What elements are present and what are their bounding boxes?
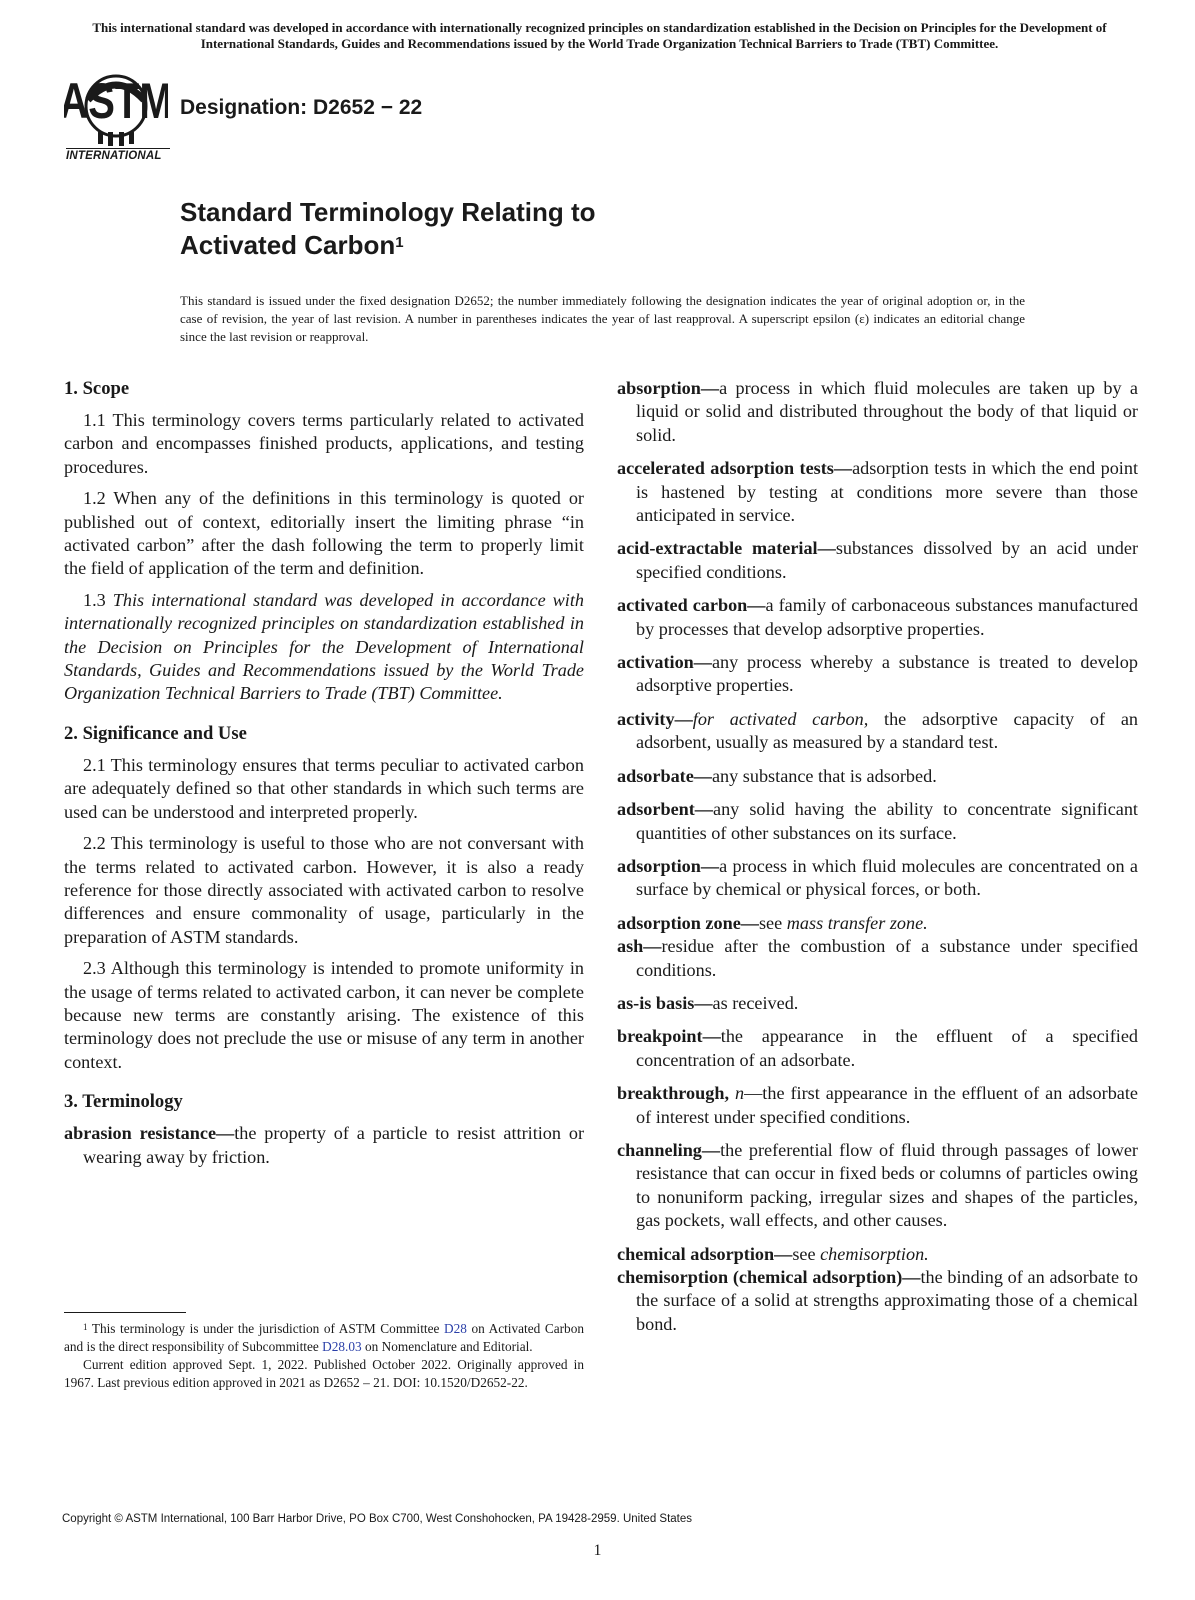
term-name: channeling— [617,1139,721,1160]
para-1-1: 1.1 This terminology covers terms particularly related to activated carbon and encompasses finished products, applications, and testing procedures. [64,410,584,477]
term-definition: see [758,912,787,933]
footnote-text-c: on Nomenclature and Editorial. [361,1339,533,1354]
title-line-2 [180,229,596,262]
term-definition: residue after the combustion of a substance under specified conditions. [636,936,1138,980]
term-definition: the binding of an adsorbate to the surface of a solid at strengths approximating those of a chemical bond. [636,1267,1138,1334]
term-chemisorption [617,1266,1138,1336]
term-as-is-basis [617,992,1138,1015]
term-definition: a family of carbonaceous substances manufactured by processes that develop adsorptive properties. [636,595,1138,639]
issued-note: This standard is issued under the fixed designation D2652; the number immediately following the designation indicates the year of original adoption or, in the case of revision, the year of last revision. A number in parentheses indicates the year of last reapproval. A superscript epsilon (ε) indicates an editorial change since the last revision or reapproval. [180,293,1025,344]
term-absorption [617,377,1138,447]
para-1-2: 1.2 When any of the definitions in this terminology is quoted or published out of context, editorially insert the limiting phrase “in activated carbon” after the dash following the term to properly limit the field of application of the term and definition. [64,488,584,579]
term-part-of-speech: n [729,1083,745,1104]
term-name: ash— [617,936,662,957]
term-activation [617,651,1138,698]
term-name: accelerated adsorption tests— [617,458,853,479]
term-name: adsorption— [617,855,720,876]
para-2-3: 2.3 Although this terminology is intended to promote uniformity in the usage of terms related to activated carbon, it can never be complete because new terms are constantly arising. The existence of this terminology does not preclude the use or misuse of any term in another context. [64,958,584,1072]
term-name: adsorption zone— [617,912,759,933]
term-name: absorption— [617,378,720,398]
para-1-3-text: This international standard was developed in accordance with internationally recognized principles on standardization established in the Decision on Principles for the Development of International Standards, Guides and Recommendations issued by the World Trade Organization Technical Barriers to Trade (TBT) Committee. [64,589,585,704]
term-ash [617,935,1138,982]
astm-logo [64,68,168,168]
term-channeling [617,1139,1138,1233]
footnote-text-b: on Activated Carbon and is the direct responsibility of Subcommittee [64,1321,585,1354]
term-name: activation— [617,652,712,673]
committee-d28-link[interactable]: D28 [443,1321,467,1336]
footnote-jurisdiction [64,1320,584,1356]
term-name: acid-extractable material— [617,538,836,559]
footnote-marker: 1 [83,1322,88,1332]
para-1-3-number: 1.3 [83,589,106,610]
term-name: chemical adsorption— [617,1243,793,1264]
term-qualifier: for activated carbon, [692,708,869,729]
term-name: abrasion resistance— [64,1123,235,1144]
term-name: chemisorption (chemical adsorption)— [617,1267,921,1287]
para-2-1: 2.1 This terminology ensures that terms peculiar to activated carbon are adequately defined so that other standards in which such terms are used can be understood and interpreted properly. [64,754,584,822]
term-definition: as received. [712,992,799,1013]
astm-logo-icon [64,68,168,150]
logo-wordmark: INTERNATIONAL [66,148,170,162]
term-definition: substances dissolved by an acid under specified conditions. [636,538,1138,582]
term-definition: —the first appearance in the effluent of an adsorbate of interest under specified conditions. [636,1083,1138,1127]
term-definition: the appearance in the effluent of a specified concentration of an adsorbate. [636,1026,1138,1070]
subcommittee-d28-03-link[interactable]: D28.03 [322,1339,362,1354]
right-column [617,377,1138,1346]
term-breakthrough [617,1082,1138,1129]
term-adsorbent [617,798,1138,845]
footnote-edition: Current edition approved Sept. 1, 2022. Published October 2022. Originally approved in 1967. Last previous edition approved in 2021 as D2652 – 21. DOI: 10.1520/D2652-22. [64,1357,584,1390]
footnote-divider [64,1312,186,1313]
svg-text:ASTM: ASTM [64,72,168,130]
term-definition: the property of a particle to resist attrition or wearing away by friction. [83,1123,585,1167]
term-name: activated carbon— [617,595,766,616]
term-accelerated-adsorption-tests [617,457,1138,527]
para-2-2: 2.2 This terminology is useful to those who are not conversant with the terms related to activated carbon. However, it is also a ready reference for those directly associated with activated carbon to resolve differences and ensure commonality of usage, particularly in the preparation of ASTM standards. [64,833,584,947]
section-scope-heading: 1. Scope [64,378,130,399]
term-definition: any process whereby a substance is treated to develop adsorptive properties. [636,652,1138,696]
term-name: adsorbent— [617,799,713,820]
term-definition: see [792,1243,821,1264]
footnote-text-a: This terminology is under the jurisdiction of ASTM Committee [91,1321,444,1336]
term-definition: adsorption tests in which the end point is hastened by testing at conditions more severe than those anticipated in service. [636,458,1139,526]
footnote [64,1320,584,1392]
term-definition: the adsorptive capacity of an adsorbent, usually as measured by a standard test. [636,708,1138,753]
term-activity [617,708,1138,755]
term-chemical-adsorption [617,1243,1138,1266]
term-definition: the preferential flow of fluid through passages of lower resistance that can occur in fixed beds or columns of particles owing to nonuniform packing, irregular sizes and shapes of the particles, gas pockets, wall effects, and other causes. [636,1139,1138,1231]
section-terminology-heading: 3. Terminology [64,1091,183,1113]
term-name: breakthrough, [617,1083,730,1104]
title-line-1: Standard Terminology Relating to [180,197,596,227]
copyright-line: Copyright © ASTM International, 100 Barr Harbor Drive, PO Box C700, West Conshohocken, PA 19428-2959. United States [62,1513,693,1525]
term-see-reference: chemisorption. [820,1243,929,1264]
term-definition: any substance that is adsorbed. [711,765,937,786]
term-see-reference: mass transfer zone. [786,912,928,933]
designation: Designation: D2652 − 22 [180,96,423,119]
title-line-2-text: Activated Carbon [180,230,396,260]
title-footnote-marker: 1 [395,234,404,251]
term-definition: any solid having the ability to concentrate significant quantities of other substances on its surface. [636,799,1138,843]
term-acid-extractable-material [617,537,1138,584]
wto-notice: This international standard was developed in accordance with internationally recognized principles on standardization established in the Decision on Principles for the Development of International Standards, Guides and Recommendations issued by the World Trade Organization Technical Barriers to Trade (TBT) Committee. [92,20,1107,51]
term-adsorption-zone [617,912,1138,935]
term-breakpoint [617,1025,1138,1072]
term-name: activity— [617,708,693,729]
document-title [180,196,596,262]
term-activated-carbon [617,594,1138,641]
term-adsorption [617,855,1138,902]
section-significance-heading: 2. Significance and Use [64,722,247,744]
term-name: adsorbate— [617,765,712,786]
left-column [64,377,584,1179]
page-number: 1 [593,1542,602,1559]
term-name: breakpoint— [617,1026,721,1047]
term-adsorbate [617,765,1138,788]
term-definition: a process in which fluid molecules are concentrated on a surface by chemical or physical forces, or both. [636,855,1138,900]
para-1-3 [64,589,584,706]
term-definition: a process in which fluid molecules are taken up by a liquid or solid and distributed throughout the body of that liquid or solid. [636,378,1138,445]
term-abrasion-resistance [64,1122,584,1169]
term-name: as-is basis— [617,992,713,1013]
